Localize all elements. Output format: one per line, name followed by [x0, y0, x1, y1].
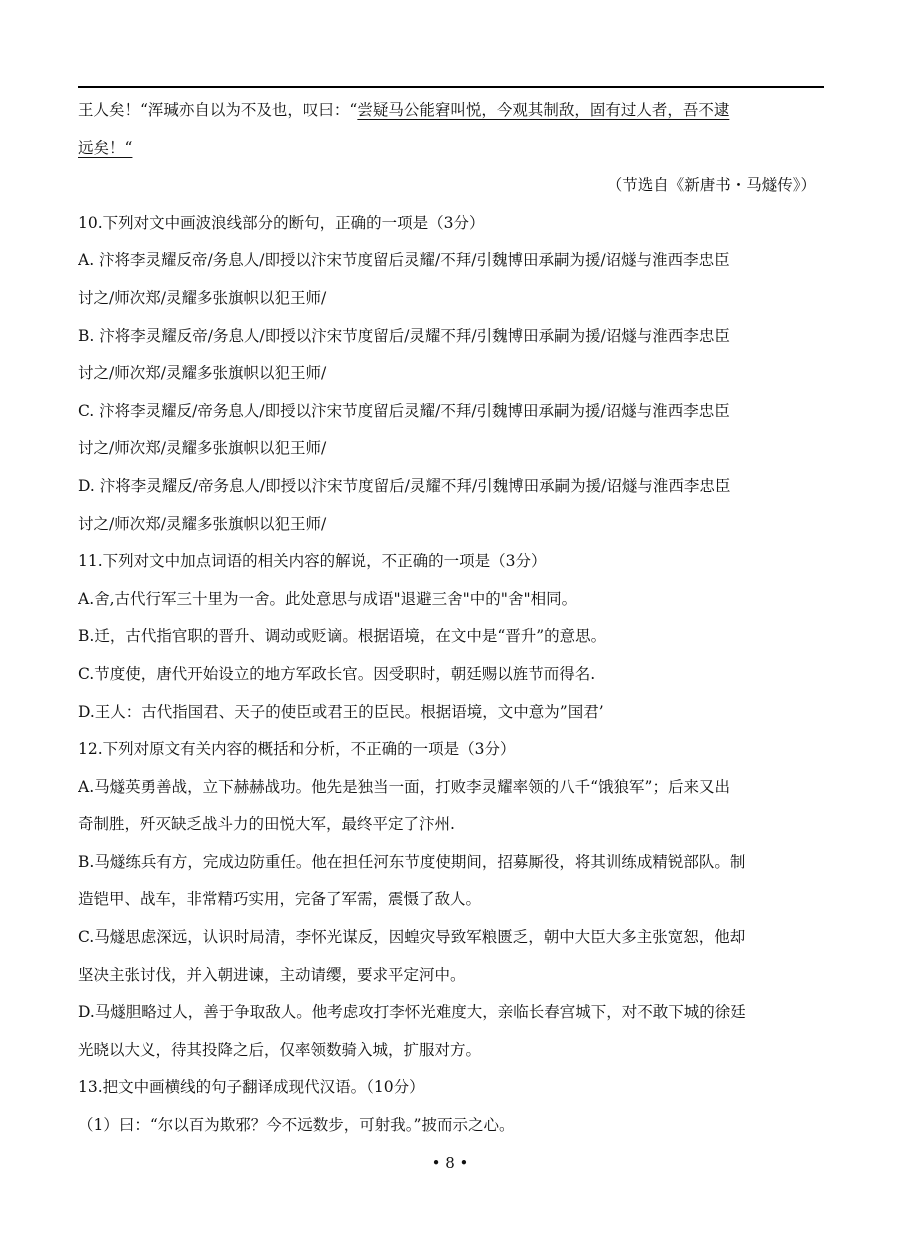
question-11-option-d: D.王人：古代指国君、天子的使臣或君王的臣民。根据语境，文中意为”国君’ [78, 702, 604, 721]
question-10-option-b-cont: 讨之/师次郑/灵耀多张旗帜以犯王师/ [78, 364, 327, 383]
passage-text-underlined: 尝疑马公能窘叫悦，今观其制敌，固有过人者，吾不逮 [357, 101, 730, 119]
question-12-option-c: C.马燧思虑深远，认识时局清，李怀光谋反，因蝗灾导致军粮匮乏，朝中大臣大多主张宽恕，他却 [78, 928, 746, 947]
page-content [78, 92, 824, 1145]
question-12-option-b-cont: 造铠甲、战车，非常精巧实用，完备了军需，震慑了敌人。 [78, 890, 482, 909]
question-10-stem: 10.下列对文中画波浪线部分的断句，正确的一项是（3分） [78, 213, 485, 232]
passage-text-plain: 王人矣！“浑瑊亦自以为不及也，叹曰：“ [78, 101, 358, 119]
question-11-option-c: C.节度使，唐代开始设立的地方军政长官。因受职时，朝廷赐以旌节而得名. [78, 664, 596, 683]
question-10-option-c: C. 汴将李灵耀反/帝务息人/即授以汴宋节度留后灵耀/不拜/引魏博田承嗣为援/诏燧与淮西李忠臣 [78, 401, 730, 420]
question-13-stem: 13.把文中画横线的句子翻译成现代汉语。（10分） [78, 1078, 425, 1097]
question-12-option-c-cont: 坚决主张讨伐，并入朝进谏，主动请缨，要求平定河中。 [78, 965, 466, 984]
passage-line-1 [78, 92, 824, 130]
question-10-option-a: A. 汴将李灵耀反帝/务息人/即授以汴宋节度留后灵耀/不拜/引魏博田承嗣为援/诏燧与淮西李忠臣 [78, 251, 730, 270]
question-12-option-b: B.马燧练兵有方，完成边防重任。他在担任河东节度使期间，招募厮役，将其训练成精锐部队。制 [78, 852, 746, 871]
passage-text-underlined-end: 远矣！“ [78, 138, 133, 157]
question-12-option-a: A.马燧英勇善战，立下赫赫战功。他先是独当一面，打败李灵耀率领的八千“饿狼军”；后来又出 [78, 777, 730, 796]
question-10-option-a-cont: 讨之/师次郑/灵耀多张旗帜以犯王师/ [78, 288, 327, 307]
question-11-option-b: B.迁，古代指官职的晋升、调动或贬谪。根据语境，在文中是“晋升”的意思。 [78, 627, 607, 646]
passage-source: （节选自《新唐书・马燧传》） [606, 176, 816, 195]
question-11-option-a: A.舍,古代行军三十里为一舍。此处意思与成语"退避三舍"中的"舍"相同。 [78, 589, 578, 608]
question-10-option-d-cont: 讨之/师次郑/灵耀多张旗帜以犯王师/ [78, 514, 327, 533]
question-12-option-d-cont: 光晓以大义，待其投降之后，仅率领数骑入城，扩服对方。 [78, 1040, 482, 1059]
question-10-option-c-cont: 讨之/师次郑/灵耀多张旗帜以犯王师/ [78, 439, 327, 458]
question-13-item-1: （1）曰：“尔以百为欺邪？今不远数步，可射我。”披而示之心。 [78, 1116, 515, 1135]
question-10-option-d: D. 汴将李灵耀反/帝务息人/即授以汴宋节度留后/灵耀不拜/引魏博田承嗣为援/诏燧与淮西李忠臣 [78, 476, 731, 495]
page-number: • 8 • [431, 1154, 469, 1172]
question-11-stem: 11.下列对文中加点词语的相关内容的解说，不正确的一项是（3分） [78, 552, 547, 571]
passage-line-2 [78, 130, 824, 168]
top-rule [78, 86, 824, 88]
question-12-option-d: D.马燧胆略过人，善于争取敌人。他考虑攻打李怀光难度大，亲临长春宫城下，对不敢下城的徐廷 [78, 1003, 746, 1022]
question-12-option-a-cont: 奇制胜，歼灭缺乏战斗力的田悦大军，最终平定了汴州. [78, 815, 455, 834]
question-10-option-b: B. 汴将李灵耀反帝/务息人/即授以汴宋节度留后/灵耀不拜/引魏博田承嗣为援/诏燧与淮西李忠臣 [78, 326, 730, 345]
question-12-stem: 12.下列对原文有关内容的概括和分析，不正确的一项是（3分） [78, 740, 516, 759]
